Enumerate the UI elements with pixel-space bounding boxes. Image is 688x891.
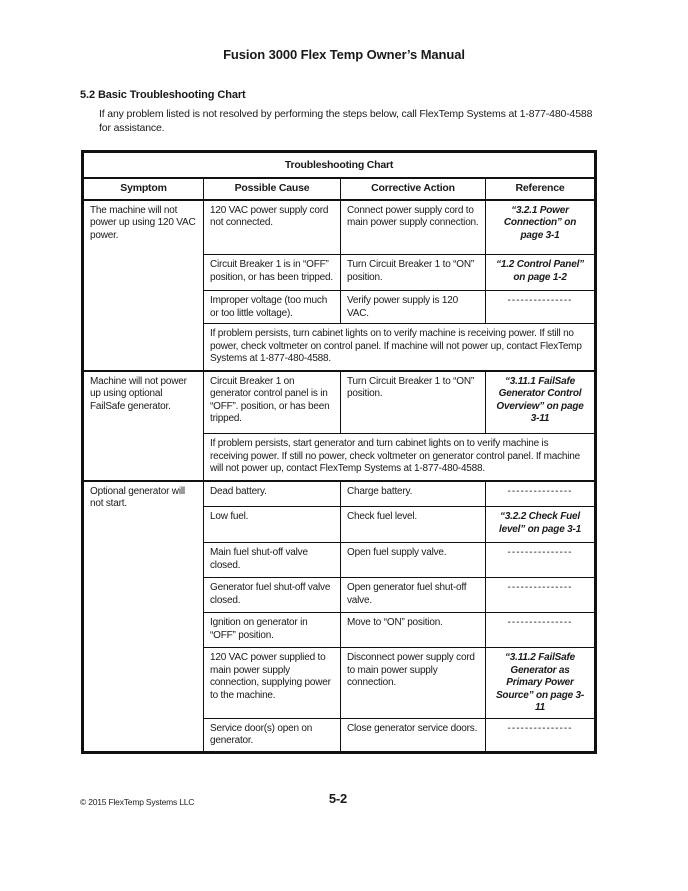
col-header-symptom: Symptom <box>83 178 204 200</box>
possible-cause-cell: Circuit Breaker 1 is in “OFF” position, or has been tripped. <box>204 255 341 291</box>
corrective-action-cell: Verify power supply is 120 VAC. <box>341 291 486 324</box>
corrective-action-cell: Turn Circuit Breaker 1 to “ON” position. <box>341 371 486 434</box>
reference-cell: --------------- <box>486 481 596 507</box>
col-header-possible-cause: Possible Cause <box>204 178 341 200</box>
corrective-action-cell: Open fuel supply valve. <box>341 543 486 578</box>
reference-cell: “1.2 Control Panel” on page 1-2 <box>486 255 596 291</box>
corrective-action-cell: Check fuel level. <box>341 507 486 543</box>
table-row <box>83 200 596 255</box>
table-row <box>83 371 596 434</box>
reference-cell: “3.2.2 Check Fuel level” on page 3-1 <box>486 507 596 543</box>
reference-cell: --------------- <box>486 578 596 613</box>
reference-cell: “3.11.1 FailSafe Generator Control Overview” on page 3-11 <box>486 371 596 434</box>
table-title: Troubleshooting Chart <box>83 152 596 178</box>
possible-cause-cell: 120 VAC power supply cord not connected. <box>204 200 341 255</box>
persistence-note-cell: If problem persists, start generator and turn cabinet lights on to verify machine is receiving power. If still no power, check voltmeter on generator control panel. If machine will not power up, contact FlexTemp Systems at 1-877-480-4588. <box>204 434 596 481</box>
symptom-cell: Optional generator will not start. <box>83 481 204 753</box>
document-title: Fusion 3000 Flex Temp Owner’s Manual <box>223 47 465 62</box>
intro-paragraph: If any problem listed is not resolved by performing the steps below, call FlexTemp Systems at 1-877-480-4588 for assistance. <box>99 108 593 134</box>
corrective-action-cell: Charge battery. <box>341 481 486 507</box>
corrective-action-cell: Disconnect power supply cord to main power supply connection. <box>341 648 486 719</box>
possible-cause-cell: Circuit Breaker 1 on generator control panel is in “OFF”. position, or has been tripped. <box>204 371 341 434</box>
possible-cause-cell: Service door(s) open on generator. <box>204 718 341 752</box>
corrective-action-cell: Move to “ON” position. <box>341 613 486 648</box>
possible-cause-cell: Improper voltage (too much or too little voltage). <box>204 291 341 324</box>
possible-cause-cell: Low fuel. <box>204 507 341 543</box>
copyright-notice: © 2015 FlexTemp Systems LLC <box>80 797 195 807</box>
reference-cell: --------------- <box>486 613 596 648</box>
possible-cause-cell: Dead battery. <box>204 481 341 507</box>
symptom-cell: Machine will not power up using optional FailSafe generator. <box>83 371 204 481</box>
corrective-action-cell: Open generator fuel shut-off valve. <box>341 578 486 613</box>
col-header-reference: Reference <box>486 178 596 200</box>
section-heading: 5.2 Basic Troubleshooting Chart <box>80 89 246 101</box>
possible-cause-cell: Ignition on generator in “OFF” position. <box>204 613 341 648</box>
reference-cell: “3.2.1 Power Connection” on page 3-1 <box>486 200 596 255</box>
table-header-row <box>83 178 596 200</box>
corrective-action-cell: Turn Circuit Breaker 1 to “ON” position. <box>341 255 486 291</box>
reference-cell: --------------- <box>486 718 596 752</box>
corrective-action-cell: Close generator service doors. <box>341 718 486 752</box>
symptom-cell: The machine will not power up using 120 VAC power. <box>83 200 204 371</box>
col-header-corrective-action: Corrective Action <box>341 178 486 200</box>
reference-cell: --------------- <box>486 291 596 324</box>
persistence-note-cell: If problem persists, turn cabinet lights on to verify machine is receiving power. If still no power, check voltmeter on control panel. If machine will not power up, contact FlexTemp Systems at 1-877-480-4588. <box>204 324 596 371</box>
possible-cause-cell: Generator fuel shut-off valve closed. <box>204 578 341 613</box>
page-number: 5-2 <box>328 791 348 806</box>
possible-cause-cell: 120 VAC power supplied to main power supply connection, supplying power to the machine. <box>204 648 341 719</box>
possible-cause-cell: Main fuel shut-off valve closed. <box>204 543 341 578</box>
table-row <box>83 481 596 507</box>
reference-cell: “3.11.2 FailSafe Generator as Primary Power Source” on page 3-11 <box>486 648 596 719</box>
reference-cell: --------------- <box>486 543 596 578</box>
corrective-action-cell: Connect power supply cord to main power supply connection. <box>341 200 486 255</box>
table-title-row <box>83 152 596 178</box>
troubleshooting-table <box>81 150 597 754</box>
